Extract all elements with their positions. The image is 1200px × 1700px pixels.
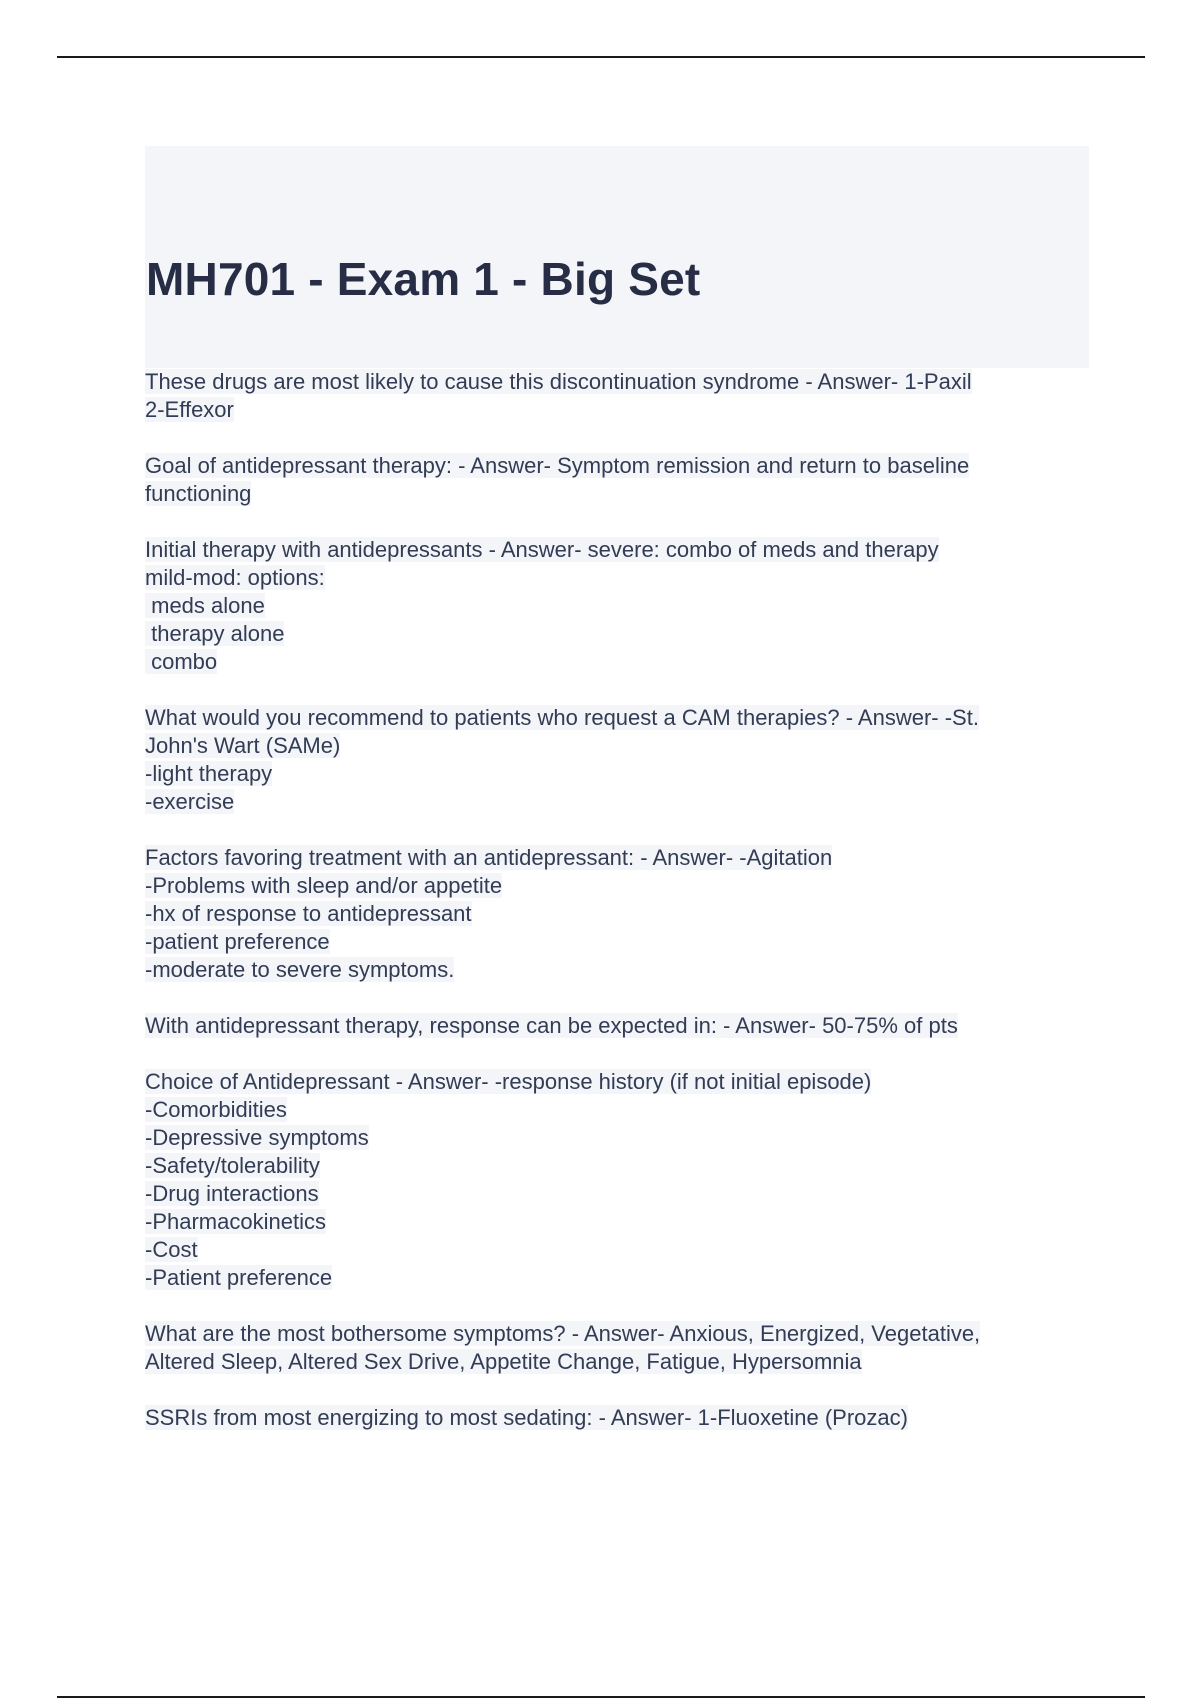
flashcard-item [145,1320,1089,1376]
flashcard-line: -exercise [145,789,235,814]
flashcard-line: Choice of Antidepressant - Answer- -response history (if not initial episode) [145,1069,872,1094]
bottom-rule [57,1696,1145,1698]
flashcard-line: -Cost [145,1237,198,1262]
flashcard-line: Factors favoring treatment with an antidepressant: - Answer- -Agitation [145,845,833,870]
flashcard-line: -hx of response to antidepressant [145,901,472,926]
flashcard-line: What would you recommend to patients who request a CAM therapies? - Answer- -St. [145,705,979,730]
flashcard-item [145,1404,1089,1432]
flashcard-item [145,704,1089,816]
flashcard-line: -light therapy [145,761,273,786]
flashcard-line: -Comorbidities [145,1097,287,1122]
flashcard-item [145,536,1089,676]
flashcard-item [145,1012,1089,1040]
top-rule [57,56,1145,58]
flashcard-line: meds alone [145,593,265,618]
flashcard-line: With antidepressant therapy, response can be expected in: - Answer- 50-75% of pts [145,1013,958,1038]
flashcard-line: Goal of antidepressant therapy: - Answer- Symptom remission and return to baseline [145,453,970,478]
flashcard-line: These drugs are most likely to cause this discontinuation syndrome - Answer- 1-Paxil [145,369,972,394]
flashcard-line: combo [145,649,218,674]
flashcard-line: 2-Effexor [145,397,234,422]
flashcard-line: -Drug interactions [145,1181,319,1206]
flashcard-line: -Patient preference [145,1265,333,1290]
flashcard-line: therapy alone [145,621,285,646]
flashcard-line: Altered Sleep, Altered Sex Drive, Appetite Change, Fatigue, Hypersomnia [145,1349,862,1374]
flashcard-item [145,1068,1089,1292]
page-title: MH701 - Exam 1 - Big Set [146,253,701,305]
flashcard-line: -patient preference [145,929,330,954]
flashcard-line: John's Wart (SAMe) [145,733,341,758]
flashcard-line: Initial therapy with antidepressants - Answer- severe: combo of meds and therapy [145,537,939,562]
flashcard-line: -moderate to severe symptoms. [145,957,455,982]
flashcard-line: mild-mod: options: [145,565,325,590]
flashcard-item [145,452,1089,508]
flashcard-line: -Pharmacokinetics [145,1209,326,1234]
flashcard-line: -Safety/tolerability [145,1153,320,1178]
flashcard-line: -Problems with sleep and/or appetite [145,873,503,898]
flashcard-line: -Depressive symptoms [145,1125,369,1150]
flashcard-item [145,844,1089,984]
flashcard-line: functioning [145,481,252,506]
flashcard-item [145,368,1089,424]
flashcard-line: What are the most bothersome symptoms? - Answer- Anxious, Energized, Vegetative, [145,1321,981,1346]
flashcard-line: SSRIs from most energizing to most sedating: - Answer- 1-Fluoxetine (Prozac) [145,1405,908,1430]
flashcard-list [145,368,1089,1460]
